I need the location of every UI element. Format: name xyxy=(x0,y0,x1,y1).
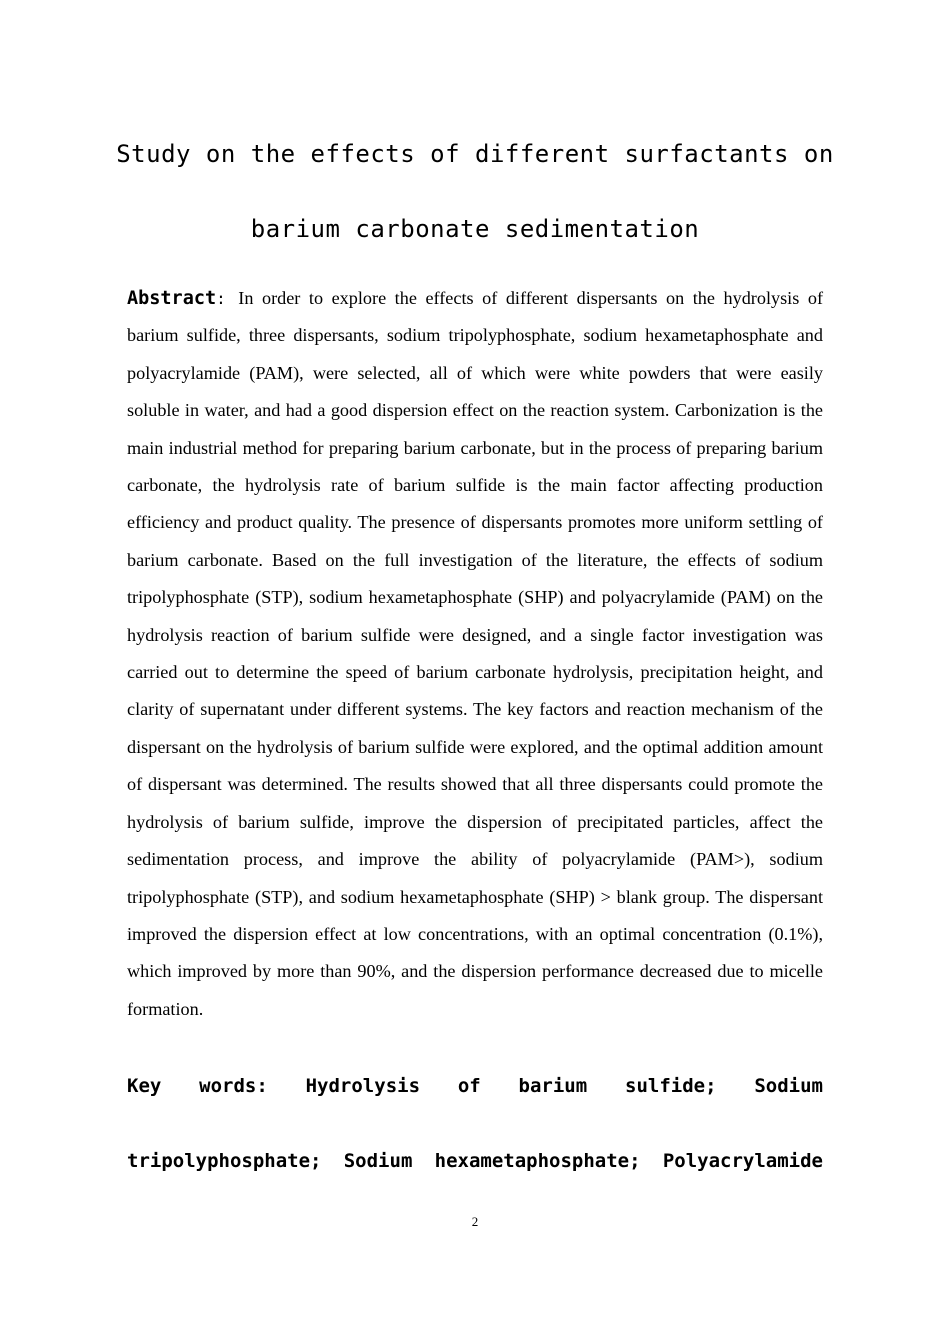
abstract-paragraph xyxy=(127,280,823,1028)
abstract-label: Abstract xyxy=(127,288,217,309)
abstract-colon: : xyxy=(216,289,226,308)
abstract-text: In order to explore the effects of different dispersants on the hydrolysis of barium sulfide, three dispersants, sodium tripolyphosphate, sodium hexametaphosphate and polyacrylamide (PAM), were selected, all of which were white powders that were easily soluble in water, and had a good dispersion effect on the reaction system. Carbonization is the main industrial method for preparing barium carbonate, but in the process of preparing barium carbonate, the hydrolysis rate of barium sulfide is the main factor affecting production efficiency and product quality. The presence of dispersants promotes more uniform settling of barium carbonate. Based on the full investigation of the literature, the effects of sodium tripolyphosphate (STP), sodium hexametaphosphate (SHP) and polyacrylamide (PAM) on the hydrolysis reaction of barium sulfide were designed, and a single factor investigation was carried out to determine the speed of barium carbonate hydrolysis, precipitation height, and clarity of supernatant under different systems. The key factors and reaction mechanism of the dispersant on the hydrolysis of barium sulfide were explored, and the optimal addition amount of dispersant was determined. The results showed that all three dispersants could promote the hydrolysis of barium sulfide, improve the dispersion of precipitated particles, affect the sedimentation process, and improve the ability of polyacrylamide (PAM>), sodium tripolyphosphate (STP), and sodium hexametaphosphate (SHP) > blank group. The dispersant improved the dispersion effect at low concentrations, with an optimal concentration (0.1%), which improved by more than 90%, and the dispersion performance decreased due to micelle formation. xyxy=(127,288,823,1019)
keywords-paragraph: Key words: Hydrolysis of barium sulfide; Sodium tripolyphosphate; Sodium hexametaphosphate; Polyacrylamide xyxy=(127,1075,823,1172)
paper-title-line-1: Study on the effects of different surfactants on xyxy=(116,140,834,168)
paper-title-line-2: barium carbonate sedimentation xyxy=(250,215,700,243)
page-number: 2 xyxy=(471,1214,479,1229)
